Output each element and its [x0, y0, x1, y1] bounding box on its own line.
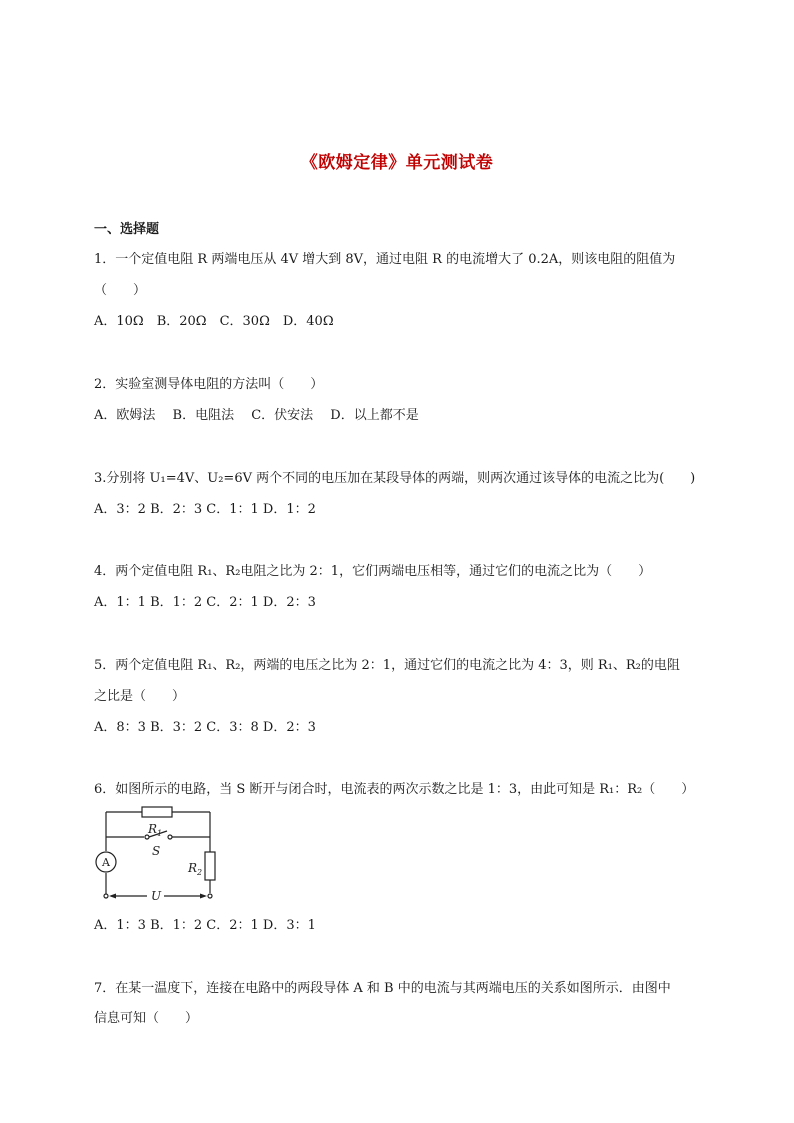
question-1-stem: 1．一个定值电阻 R 两端电压从 4V 增大到 8V，通过电阻 R 的电流增大了 0.2A，则该电阻的阻值为	[94, 252, 676, 267]
question-4-options: A．1：1 B．1：2 C．2：1 D．2：3	[94, 595, 316, 610]
voltage-label: U	[151, 889, 162, 903]
question-5-stem-cont: 之比是（ ）	[94, 689, 186, 704]
question-3-stem: 3.分别将 U₁=4V、U₂=6V 两个不同的电压加在某段导体的两端，则两次通过该导体的电流之比为( )	[94, 471, 696, 486]
resistor-r2-label: $R_2$	[188, 861, 203, 877]
question-5-options: A．8：3 B．3：2 C．3：8 D．2：3	[94, 720, 316, 735]
section-heading: 一、选择题	[94, 222, 160, 237]
question-1-options: A．10Ω B．20Ω C．30Ω D．40Ω	[94, 314, 334, 329]
question-3-options: A．3：2 B．2：3 C．1：1 D．1：2	[94, 502, 316, 517]
question-7-stem: 7．在某一温度下，连接在电路中的两段导体 A 和 B 中的电流与其两端电压的关系如图所示．由图中	[94, 981, 671, 996]
question-2-options: A．欧姆法 B．电阻法 C．伏安法 D．以上都不是	[94, 408, 419, 423]
ammeter-label: A	[102, 856, 110, 869]
page-title: 《欧姆定律》单元测试卷	[300, 153, 494, 173]
question-1-stem-cont: （ ）	[94, 283, 147, 298]
question-5-stem: 5．两个定值电阻 R₁、R₂，两端的电压之比为 2：1，通过它们的电流之比为 4：3，则 R₁、R₂的电阻	[94, 658, 680, 673]
question-2-stem: 2．实验室测导体电阻的方法叫（ ）	[94, 377, 324, 392]
circuit-diagram	[92, 800, 222, 906]
question-7-stem-cont: 信息可知（ ）	[94, 1011, 199, 1026]
question-6-stem: 6．如图所示的电路，当 S 断开与闭合时，电流表的两次示数之比是 1：3，由此可知是 R₁：R₂（ ）	[94, 782, 695, 797]
question-4-stem: 4．两个定值电阻 R₁、R₂电阻之比为 2：1，它们两端电压相等，通过它们的电流之比为（ ）	[94, 564, 652, 579]
question-6-options: A．1：3 B．1：2 C．2：1 D．3：1	[94, 918, 316, 933]
resistor-r1-label: $R_1$	[148, 822, 163, 838]
switch-label: S	[152, 844, 161, 858]
